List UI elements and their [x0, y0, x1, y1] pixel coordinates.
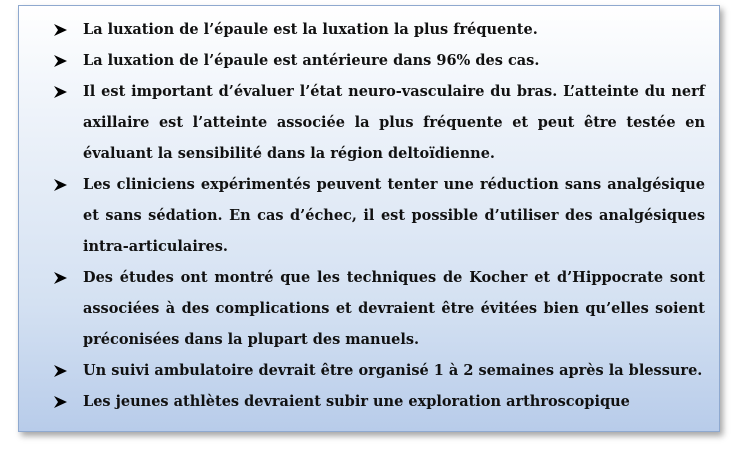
arrowhead-bullet-icon [54, 355, 68, 386]
list-item [83, 386, 705, 417]
list-item [83, 45, 705, 76]
list-item [83, 14, 705, 45]
arrowhead-bullet-icon [54, 14, 68, 45]
key-points-list [19, 6, 719, 417]
list-item-text: Il est important d’évaluer l’état neuro-vasculaire du bras. L’atteinte du nerf axillaire est l’atteinte associée la plus fréquente et peut être testée en évaluant la sensibilité dans la région deltoïdienne. [83, 83, 705, 162]
key-points-box [18, 5, 720, 432]
arrowhead-bullet-icon [54, 169, 68, 200]
list-item [83, 76, 705, 169]
list-item-text: Les cliniciens expérimentés peuvent tenter une réduction sans analgésique et sans sédation. En cas d’échec, il est possible d’utiliser des analgésiques intra-articulaires. [83, 176, 705, 255]
list-item-text: Les jeunes athlètes devraient subir une exploration arthroscopique [83, 393, 630, 410]
list-item [83, 355, 705, 386]
list-item-text: La luxation de l’épaule est la luxation la plus fréquente. [83, 21, 538, 38]
arrowhead-bullet-icon [54, 76, 68, 107]
list-item [83, 169, 705, 262]
arrowhead-bullet-icon [54, 262, 68, 293]
arrowhead-bullet-icon [54, 45, 68, 76]
list-item-text: La luxation de l’épaule est antérieure dans 96% des cas. [83, 52, 540, 69]
arrowhead-bullet-icon [54, 386, 68, 417]
list-item-text: Des études ont montré que les techniques de Kocher et d’Hippocrate sont associées à des complications et devraient être évitées bien qu’elles soient préconisées dans la plupart des manuels. [83, 269, 705, 348]
list-item-text: Un suivi ambulatoire devrait être organisé 1 à 2 semaines après la blessure. [83, 362, 703, 379]
list-item [83, 262, 705, 355]
